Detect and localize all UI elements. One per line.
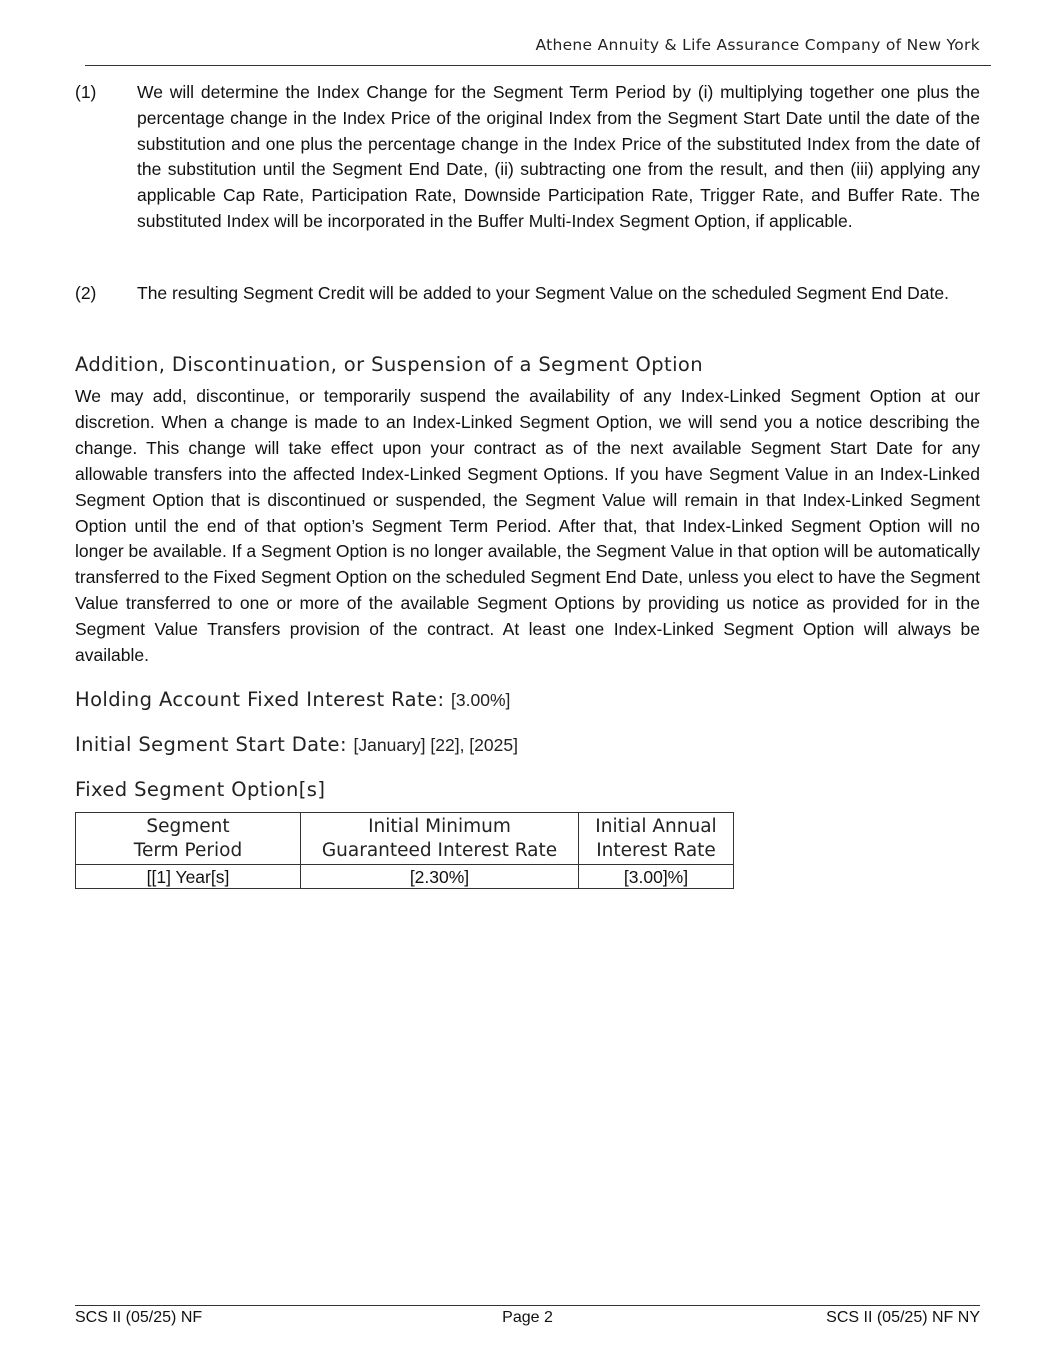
- cell-term-period: [[1] Year[s]: [76, 865, 301, 889]
- header-initial-minimum-guaranteed-rate: Initial Minimum Guaranteed Interest Rate: [301, 813, 579, 865]
- initial-segment-value: [January] [22], [2025]: [353, 735, 518, 755]
- addition-section-body: We may add, discontinue, or temporarily suspend the availability of any Index-Linked Segment Option at our discretion. When a change is made to an Index-Linked Segment Option, we will send you a notice describing the change. This change will take effect upon your contract as of the next available Segment Start Date for any allowable transfers into the affected Index-Linked Segment Options. If you have Segment Value in an Index-Linked Segment Option that is discontinued or suspended, the Segment Value will remain in that Index-Linked Segment Option until the end of that option’s Segment Term Period. After that, that Index-Linked Segment Option will no longer be available. If a Segment Option is no longer available, the Segment Value in that option will be automatically transferred to the Fixed Segment Option on the scheduled Segment End Date, unless you elect to have the Segment Value transferred to one or more of the available Segment Options by providing us notice as provided for in the Segment Value Transfers provision of the contract. At least one Index-Linked Segment Option will always be available.: [75, 386, 980, 666]
- holding-account-value: [3.00%]: [451, 690, 511, 710]
- page-header-company: Athene Annuity & Life Assurance Company of New York: [535, 36, 980, 54]
- header-initial-annual-interest-rate: Initial Annual Interest Rate: [579, 813, 734, 865]
- table-row: [76, 865, 734, 889]
- footer-form-number: SCS II (05/25) NF: [75, 1309, 203, 1326]
- fixed-segment-table: [75, 812, 734, 889]
- cell-annual-rate: [3.00]%]: [579, 865, 734, 889]
- header-segment-term-period: Segment Term Period: [76, 813, 301, 865]
- item-number: (2): [75, 283, 97, 303]
- cell-guaranteed-rate: [2.30%]: [301, 865, 579, 889]
- item-text: The resulting Segment Credit will be added to your Segment Value on the scheduled Segment End Date.: [137, 283, 949, 303]
- item-text: We will determine the Index Change for the Segment Term Period by (i) multiplying together one plus the percentage change in the Index Price of the original Index from the Segment Start Date until the date of the substitution and one plus the percentage change in the Index Price of the substituted Index from the date of the substitution until the Segment End Date, (ii) subtracting one from the result, and then (iii) applying any applicable Cap Rate, Participation Rate, Downside Participation Rate, Trigger Rate, and Buffer Rate. The substituted Index will be incorporated in the Buffer Multi-Index Segment Option, if applicable.: [137, 82, 980, 231]
- header-divider: [85, 65, 991, 66]
- initial-segment-start-date: [75, 733, 518, 756]
- fixed-segment-heading: Fixed Segment Option[s]: [75, 778, 326, 801]
- initial-segment-label: Initial Segment Start Date:: [75, 733, 347, 756]
- item-number: (1): [75, 82, 97, 102]
- footer-divider: [75, 1305, 980, 1306]
- table-header-row: [76, 813, 734, 865]
- holding-account-label: Holding Account Fixed Interest Rate:: [75, 688, 445, 711]
- addition-section-heading: Addition, Discontinuation, or Suspension of a Segment Option: [75, 353, 704, 376]
- footer-form-number-ny: SCS II (05/25) NF NY: [826, 1309, 980, 1326]
- numbered-item-1: [75, 80, 980, 235]
- numbered-item-2: [75, 281, 980, 307]
- footer-page-number: Page 2: [502, 1309, 553, 1326]
- holding-account-rate: [75, 688, 510, 711]
